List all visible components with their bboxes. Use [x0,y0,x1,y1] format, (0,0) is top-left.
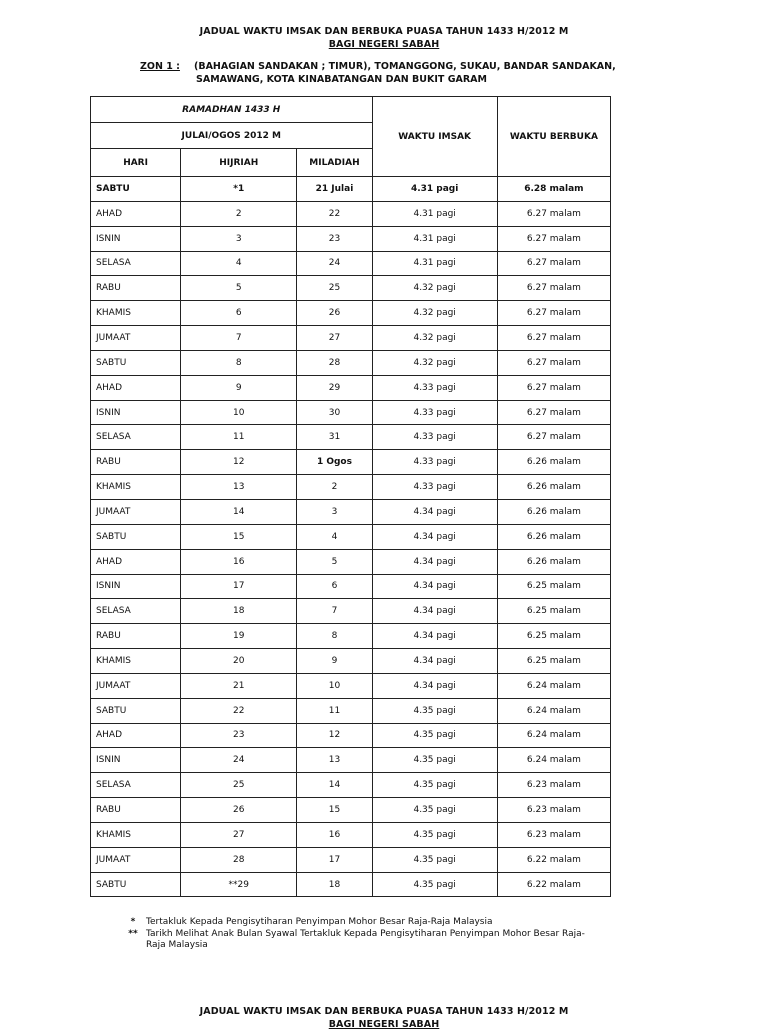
footnotes [120,917,586,952]
table-row [91,798,611,823]
cell-berbuka: 6.27 malam [497,375,610,400]
cell-berbuka: 6.27 malam [497,201,610,226]
cell-hijriah: 16 [181,549,297,574]
cell-hari: SELASA [91,773,181,798]
cell-berbuka: 6.24 malam [497,673,610,698]
cell-imsak: 4.33 pagi [372,475,497,500]
document-subtitle: BAGI NEGERI SABAH [328,39,440,50]
cell-berbuka: 6.27 malam [497,326,610,351]
cell-berbuka: 6.28 malam [497,177,610,202]
table-row [91,698,611,723]
table-row [91,524,611,549]
cell-berbuka: 6.27 malam [497,425,610,450]
cell-berbuka: 6.25 malam [497,599,610,624]
cell-berbuka: 6.27 malam [497,350,610,375]
cell-imsak: 4.35 pagi [372,847,497,872]
cell-imsak: 4.35 pagi [372,822,497,847]
cell-hari: SABTU [91,698,181,723]
footnote-1-text: Tertakluk Kepada Pengisytiharan Penyimpan Mohor Besar Raja-Raja Malaysia [146,917,493,927]
footnote-2-mark: ** [128,928,138,939]
cell-hijriah: 9 [181,375,297,400]
cell-hijriah: 27 [181,822,297,847]
timetable [90,96,611,897]
cell-hijriah: 15 [181,524,297,549]
cell-imsak: 4.33 pagi [372,425,497,450]
table-row [91,450,611,475]
table-row [91,847,611,872]
table-row [91,723,611,748]
cell-hari: KHAMIS [91,649,181,674]
cell-miladiah: 25 [297,276,372,301]
cell-miladiah: 14 [297,773,372,798]
cell-imsak: 4.35 pagi [372,698,497,723]
cell-hijriah: 7 [181,326,297,351]
table-row [91,177,611,202]
cell-berbuka: 6.27 malam [497,276,610,301]
cell-hijriah: 24 [181,748,297,773]
cell-hijriah: 10 [181,400,297,425]
cell-hijriah: 5 [181,276,297,301]
cell-hari: JUMAAT [91,326,181,351]
footnote-2-text: Tarikh Melihat Anak Bulan Syawal Tertakluk Kepada Pengisytiharan Penyimpan Mohor Besar Raja-Raja Malaysia [146,928,585,950]
zone-block [140,60,616,86]
cell-hari: RABU [91,450,181,475]
table-row [91,475,611,500]
timetable-body [91,177,611,897]
cell-miladiah: 4 [297,524,372,549]
cell-imsak: 4.35 pagi [372,748,497,773]
cell-miladiah: 27 [297,326,372,351]
zone-line-2: SAMAWANG, KOTA KINABATANGAN DAN BUKIT GARAM [196,74,487,85]
cell-imsak: 4.35 pagi [372,798,497,823]
cell-miladiah: 6 [297,574,372,599]
cell-berbuka: 6.23 malam [497,773,610,798]
cell-hari: RABU [91,624,181,649]
cell-berbuka: 6.22 malam [497,872,610,897]
cell-imsak: 4.34 pagi [372,599,497,624]
cell-hijriah: 25 [181,773,297,798]
table-row [91,673,611,698]
zone-line-1: (BAHAGIAN SANDAKAN ; TIMUR), TOMANGGONG, SUKAU, BANDAR SANDAKAN, [194,61,616,72]
cell-imsak: 4.32 pagi [372,276,497,301]
cell-hijriah: 11 [181,425,297,450]
cell-imsak: 4.31 pagi [372,226,497,251]
cell-hijriah: **29 [181,872,297,897]
cell-hari: JUMAAT [91,673,181,698]
cell-miladiah: 5 [297,549,372,574]
berbuka-header: WAKTU BERBUKA [497,97,610,177]
table-row [91,276,611,301]
cell-imsak: 4.31 pagi [372,177,497,202]
cell-miladiah: 17 [297,847,372,872]
cell-miladiah: 23 [297,226,372,251]
cell-miladiah: 15 [297,798,372,823]
cell-miladiah: 7 [297,599,372,624]
cell-imsak: 4.34 pagi [372,524,497,549]
cell-miladiah: 21 Julai [297,177,372,202]
cell-berbuka: 6.27 malam [497,226,610,251]
cell-hari: AHAD [91,723,181,748]
hijriah-header: HIJRIAH [181,149,297,177]
cell-imsak: 4.32 pagi [372,301,497,326]
cell-hijriah: *1 [181,177,297,202]
table-row [91,499,611,524]
cell-berbuka: 6.26 malam [497,499,610,524]
cell-hari: AHAD [91,201,181,226]
cell-hijriah: 2 [181,201,297,226]
cell-hijriah: 17 [181,574,297,599]
cell-hari: SABTU [91,872,181,897]
cell-imsak: 4.33 pagi [372,450,497,475]
cell-miladiah: 10 [297,673,372,698]
cell-miladiah: 8 [297,624,372,649]
cell-hari: JUMAAT [91,847,181,872]
cell-miladiah: 11 [297,698,372,723]
cell-hari: SABTU [91,524,181,549]
cell-imsak: 4.34 pagi [372,549,497,574]
table-row [91,773,611,798]
table-row [91,425,611,450]
cell-miladiah: 29 [297,375,372,400]
cell-berbuka: 6.26 malam [497,475,610,500]
table-row [91,748,611,773]
cell-imsak: 4.31 pagi [372,251,497,276]
cell-miladiah: 24 [297,251,372,276]
footnote-1-mark: * [130,917,136,927]
cell-berbuka: 6.26 malam [497,524,610,549]
cell-hijriah: 12 [181,450,297,475]
cell-hijriah: 20 [181,649,297,674]
cell-hijriah: 19 [181,624,297,649]
next-page-title: JADUAL WAKTU IMSAK DAN BERBUKA PUASA TAHUN 1433 H/2012 M [199,1006,569,1017]
cell-berbuka: 6.26 malam [497,549,610,574]
cell-hari: KHAMIS [91,301,181,326]
cell-hari: SELASA [91,599,181,624]
cell-imsak: 4.35 pagi [372,773,497,798]
cell-hijriah: 21 [181,673,297,698]
table-row [91,226,611,251]
table-row [91,350,611,375]
table-row [91,599,611,624]
cell-hijriah: 6 [181,301,297,326]
cell-berbuka: 6.24 malam [497,748,610,773]
cell-imsak: 4.35 pagi [372,723,497,748]
table-row [91,326,611,351]
table-row [91,822,611,847]
cell-miladiah: 2 [297,475,372,500]
cell-hijriah: 23 [181,723,297,748]
month-header: JULAI/OGOS 2012 M [91,123,373,149]
miladiah-header: MILADIAH [297,149,372,177]
cell-imsak: 4.31 pagi [372,201,497,226]
cell-miladiah: 18 [297,872,372,897]
table-row [91,574,611,599]
cell-miladiah: 31 [297,425,372,450]
footnote-1 [120,917,586,929]
cell-hari: ISNIN [91,400,181,425]
cell-berbuka: 6.24 malam [497,723,610,748]
cell-hari: ISNIN [91,574,181,599]
cell-hari: SELASA [91,251,181,276]
cell-hijriah: 26 [181,798,297,823]
cell-imsak: 4.35 pagi [372,872,497,897]
next-page-subtitle: BAGI NEGERI SABAH [328,1019,440,1030]
cell-miladiah: 12 [297,723,372,748]
zone-label: ZON 1 : [140,61,180,72]
cell-berbuka: 6.27 malam [497,251,610,276]
cell-hijriah: 14 [181,499,297,524]
cell-miladiah: 9 [297,649,372,674]
cell-berbuka: 6.22 malam [497,847,610,872]
cell-berbuka: 6.25 malam [497,649,610,674]
cell-miladiah: 22 [297,201,372,226]
ramadhan-header: RAMADHAN 1433 H [91,97,373,123]
table-row [91,301,611,326]
cell-berbuka: 6.26 malam [497,450,610,475]
cell-hijriah: 4 [181,251,297,276]
cell-berbuka: 6.27 malam [497,400,610,425]
cell-miladiah: 1 Ogos [297,450,372,475]
cell-imsak: 4.34 pagi [372,499,497,524]
cell-hari: RABU [91,276,181,301]
cell-berbuka: 6.27 malam [497,301,610,326]
cell-hari: SELASA [91,425,181,450]
table-row [91,872,611,897]
cell-hari: ISNIN [91,226,181,251]
cell-hijriah: 18 [181,599,297,624]
cell-hari: KHAMIS [91,475,181,500]
cell-imsak: 4.32 pagi [372,350,497,375]
cell-hijriah: 28 [181,847,297,872]
cell-miladiah: 28 [297,350,372,375]
footnote-2 [120,929,586,952]
table-row [91,201,611,226]
cell-berbuka: 6.24 malam [497,698,610,723]
cell-miladiah: 30 [297,400,372,425]
cell-imsak: 4.32 pagi [372,326,497,351]
cell-imsak: 4.34 pagi [372,673,497,698]
cell-hari: RABU [91,798,181,823]
cell-imsak: 4.34 pagi [372,649,497,674]
cell-hijriah: 8 [181,350,297,375]
document-title: JADUAL WAKTU IMSAK DAN BERBUKA PUASA TAHUN 1433 H/2012 M [199,26,569,37]
cell-hari: AHAD [91,375,181,400]
cell-miladiah: 3 [297,499,372,524]
cell-berbuka: 6.23 malam [497,822,610,847]
cell-berbuka: 6.23 malam [497,798,610,823]
cell-hari: JUMAAT [91,499,181,524]
cell-hari: SABTU [91,350,181,375]
cell-hari: AHAD [91,549,181,574]
cell-berbuka: 6.25 malam [497,624,610,649]
cell-imsak: 4.34 pagi [372,624,497,649]
cell-hijriah: 13 [181,475,297,500]
cell-imsak: 4.33 pagi [372,400,497,425]
table-row [91,400,611,425]
cell-imsak: 4.33 pagi [372,375,497,400]
table-row [91,375,611,400]
cell-hari: SABTU [91,177,181,202]
table-row [91,549,611,574]
cell-imsak: 4.34 pagi [372,574,497,599]
cell-miladiah: 13 [297,748,372,773]
table-row [91,649,611,674]
cell-hijriah: 3 [181,226,297,251]
table-row [91,251,611,276]
cell-miladiah: 26 [297,301,372,326]
imsak-header: WAKTU IMSAK [372,97,497,177]
hari-header: HARI [91,149,181,177]
cell-miladiah: 16 [297,822,372,847]
table-row [91,624,611,649]
cell-hari: ISNIN [91,748,181,773]
cell-hari: KHAMIS [91,822,181,847]
cell-berbuka: 6.25 malam [497,574,610,599]
cell-hijriah: 22 [181,698,297,723]
